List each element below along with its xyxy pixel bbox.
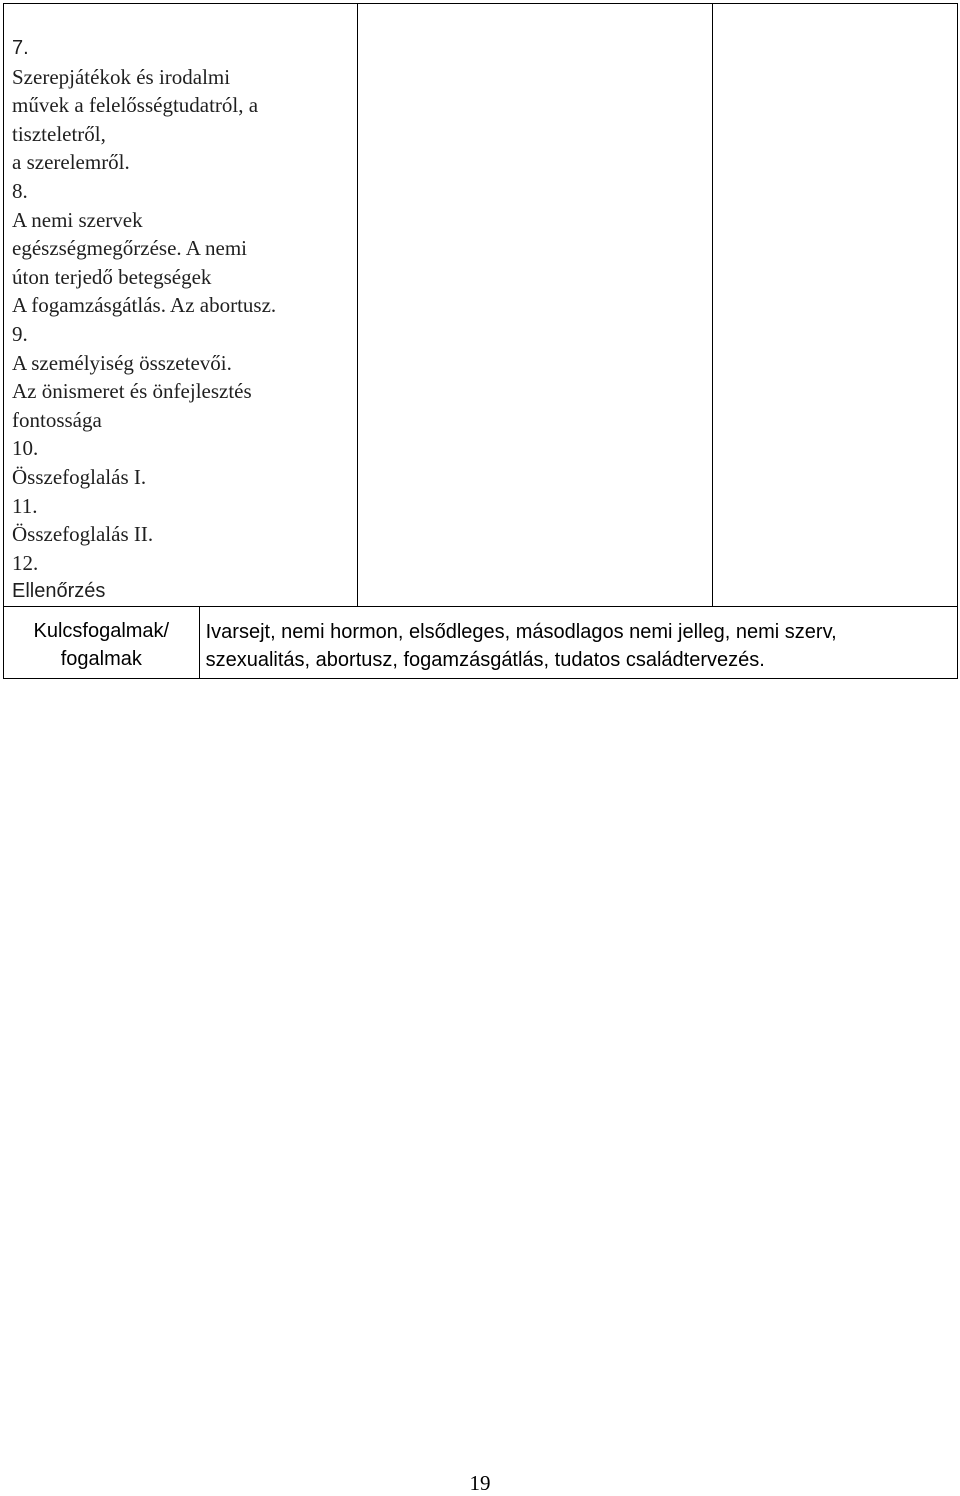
- topic-line: 12.: [12, 550, 39, 575]
- empty-cell: [358, 4, 713, 607]
- topic-line: 11.: [12, 493, 38, 518]
- empty-cell: [713, 4, 958, 607]
- topics-cell: [4, 4, 358, 607]
- keywords-text: szexualitás, abortusz, fogamzásgátlás, tudatos családtervezés.: [205, 648, 765, 671]
- topic-line: fontossága: [12, 407, 102, 432]
- topic-line: A nemi szervek: [12, 207, 143, 232]
- topic-line: Az önismeret és önfejlesztés: [12, 379, 252, 404]
- keywords-row: [4, 606, 958, 678]
- topic-line: tiszteletről,: [12, 121, 106, 146]
- topic-line: 9.: [12, 321, 28, 346]
- keywords-label: Kulcsfogalmak/: [33, 620, 170, 643]
- topic-line: egészségmegőrzése. A nemi: [12, 236, 247, 261]
- keywords-label-cell: [4, 606, 200, 678]
- curriculum-table: [3, 3, 958, 679]
- keywords-text: Ivarsejt, nemi hormon, elsődleges, másodlagos nemi jelleg, nemi szerv,: [205, 620, 837, 643]
- topic-line: 8.: [12, 178, 28, 203]
- topic-line: 10.: [12, 436, 39, 461]
- topic-line: Ellenőrzés: [12, 580, 106, 603]
- topic-line: művek a felelősségtudatról, a: [12, 93, 259, 118]
- topic-line: A fogamzásgátlás. Az abortusz.: [12, 293, 277, 318]
- topic-line: 7.: [12, 37, 29, 59]
- topic-line: a szerelemről.: [12, 150, 130, 175]
- topic-line: Összefoglalás I.: [12, 464, 147, 489]
- topic-line: Összefoglalás II.: [12, 522, 154, 547]
- topic-line: úton terjedő betegségek: [12, 264, 212, 289]
- page-number: 19: [469, 1471, 491, 1495]
- topics-row: [4, 4, 958, 607]
- topic-line: Szerepjátékok és irodalmi: [12, 64, 231, 89]
- topic-line: A személyiség összetevői.: [12, 350, 232, 375]
- keywords-content-cell: [199, 606, 957, 678]
- keywords-label: fogalmak: [60, 648, 142, 671]
